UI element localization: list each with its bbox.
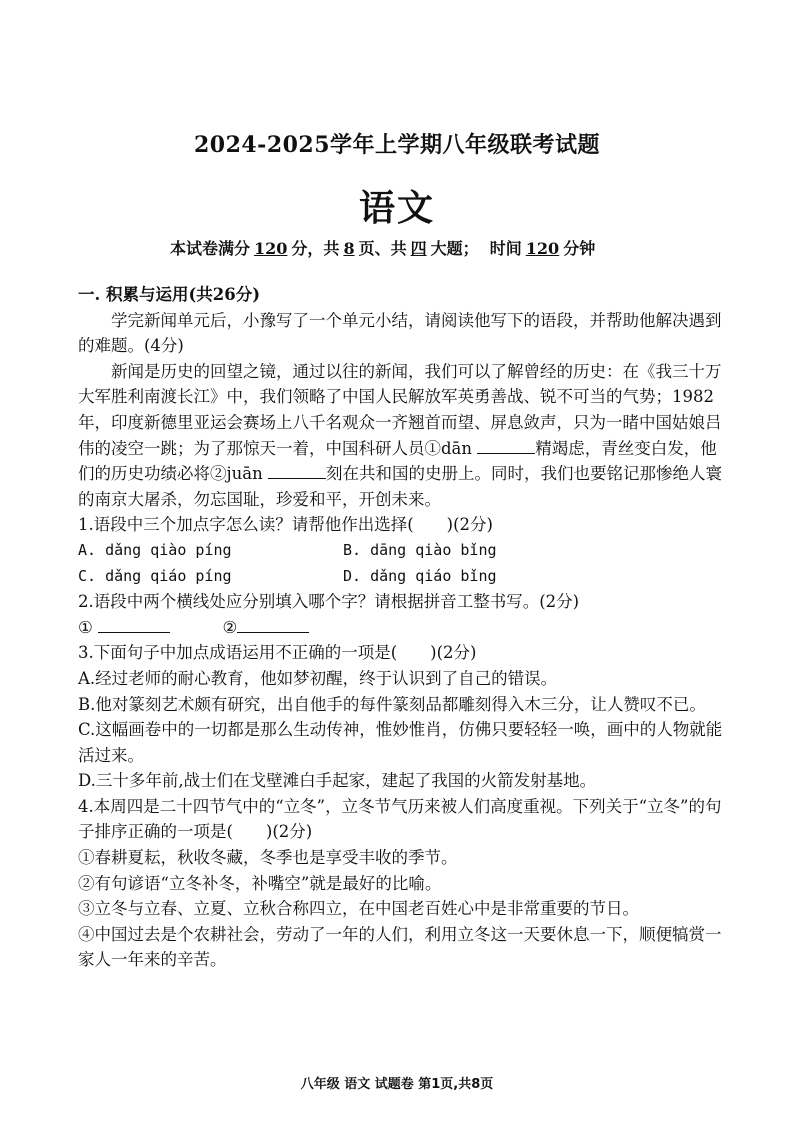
question-3: 3.下面句子中加点成语运用不正确的一项是( )(2分) bbox=[78, 643, 477, 663]
question-3-option-b[interactable]: B.他对篆刻艺术颇有研究，出自他手的每件篆刻品都雕刻得入木三分，让人赞叹不已。 bbox=[78, 694, 706, 714]
question-4-sentence-3: ③立冬与立春、立夏、立秋合称四立，在中国老百姓心中是非常重要的节日。 bbox=[78, 899, 639, 919]
section-heading: 一. 积累与运用(共26分) bbox=[78, 285, 261, 304]
question-4-sentence-4: ④中国过去是个农耕社会，劳动了一年的人们，利用立冬这一天要休息一下，顺便犒赏一家人一年来的辛苦。 bbox=[78, 924, 722, 970]
meta-text: 大题； bbox=[430, 239, 479, 258]
meta-time: 120 bbox=[525, 239, 560, 258]
answer-marker-1: ① bbox=[78, 617, 93, 637]
section-intro: 学完新闻单元后，小豫写了一个单元小结，请阅读他写下的语段，并帮助他解决遇到的难题。(4分) bbox=[78, 310, 722, 356]
option-d[interactable]: D. dǎng qiáo bǐng bbox=[343, 566, 497, 585]
question-2: 2.语段中两个横线处应分别填入哪个字？请根据拼音工整书写。(2分) bbox=[78, 592, 580, 612]
subject-title: 语文 bbox=[358, 187, 435, 229]
meta-text: 页、共 bbox=[358, 239, 407, 258]
meta-text: 本试卷满分 bbox=[170, 239, 251, 258]
question-1-options-row bbox=[78, 538, 726, 564]
option-b[interactable]: B. dāng qiào bǐng bbox=[343, 540, 497, 559]
question-1: 1.语段中三个加点字怎么读？请帮他作出选择( )(2分) bbox=[78, 515, 493, 535]
question-2-answers bbox=[78, 615, 726, 641]
question-4: 4.本周四是二十四节气中的“立冬”，立冬节气历来被人们高度重视。下列关于“立冬”的句子排序正确的一项是( )(2分) bbox=[78, 796, 722, 842]
meta-text: 分，共 bbox=[291, 239, 340, 258]
meta-sections: 四 bbox=[410, 239, 427, 258]
answer-field-1[interactable] bbox=[98, 616, 170, 633]
exam-meta bbox=[170, 236, 770, 259]
page-footer: 八年级 语文 试题卷 第1页,共8页 bbox=[300, 1077, 494, 1092]
option-c[interactable]: C. dǎng qiáo píng bbox=[78, 566, 232, 585]
answer-blank-2[interactable] bbox=[268, 462, 326, 479]
question-4-sentence-1: ①春耕夏耘，秋收冬藏，冬季也是享受丰收的季节。 bbox=[78, 848, 458, 868]
answer-field-2[interactable] bbox=[237, 616, 309, 633]
meta-pages: 8 bbox=[343, 239, 355, 258]
question-3-option-d[interactable]: D.三十多年前,战士们在戈壁滩白手起家，建起了我国的火箭发射基地。 bbox=[78, 771, 597, 791]
answer-blank-1[interactable] bbox=[477, 437, 535, 454]
question-4-sentence-2: ②有句谚语“立冬补冬，补嘴空”就是最好的比喻。 bbox=[78, 873, 442, 893]
meta-text: 分钟 bbox=[563, 239, 596, 258]
question-3-option-c[interactable]: C.这幅画卷中的一切都是那么生动传神，惟妙惟肖，仿佛只要轻轻一唤，画中的人物就能活过来。 bbox=[78, 720, 723, 765]
answer-marker-2: ② bbox=[222, 617, 238, 637]
exam-title: 2024-2025学年上学期八年级联考试题 bbox=[193, 132, 601, 158]
passage bbox=[78, 359, 726, 513]
question-3-option-a[interactable]: A.经过老师的耐心教育，他如梦初醒，终于认识到了自己的错误。 bbox=[78, 668, 558, 688]
passage-text: 新闻是历史的回望之镜，通过以往的新闻，我们可以了解曾经的历史：在《我三十万大军胜利南渡长江》中，我们领略了中国人民解放军英勇善战、锐不可当的气势；1982年，印度新德里亚运会赛场上八千名观众一齐翘首而望、屏息敛声，只为一睹中国姑娘吕伟的凌空一跳；为了那惊天一着，中国科研人员①dān bbox=[78, 361, 722, 458]
option-a[interactable]: A. dǎng qiào píng bbox=[78, 540, 232, 559]
passage-text: 刻在共和国的史册上。同时，我们也要铭记那惨绝人寰的南京大屠杀，勿忘国耻，珍爱和平，开创未来。 bbox=[78, 464, 722, 509]
meta-score: 120 bbox=[254, 239, 288, 258]
meta-text: 时间 bbox=[489, 239, 522, 258]
exam-content bbox=[78, 282, 726, 973]
question-1-options-row bbox=[78, 564, 726, 590]
passage-text: 精竭虑，青丝变白发，他们的历史功绩必将②juān bbox=[78, 438, 717, 484]
